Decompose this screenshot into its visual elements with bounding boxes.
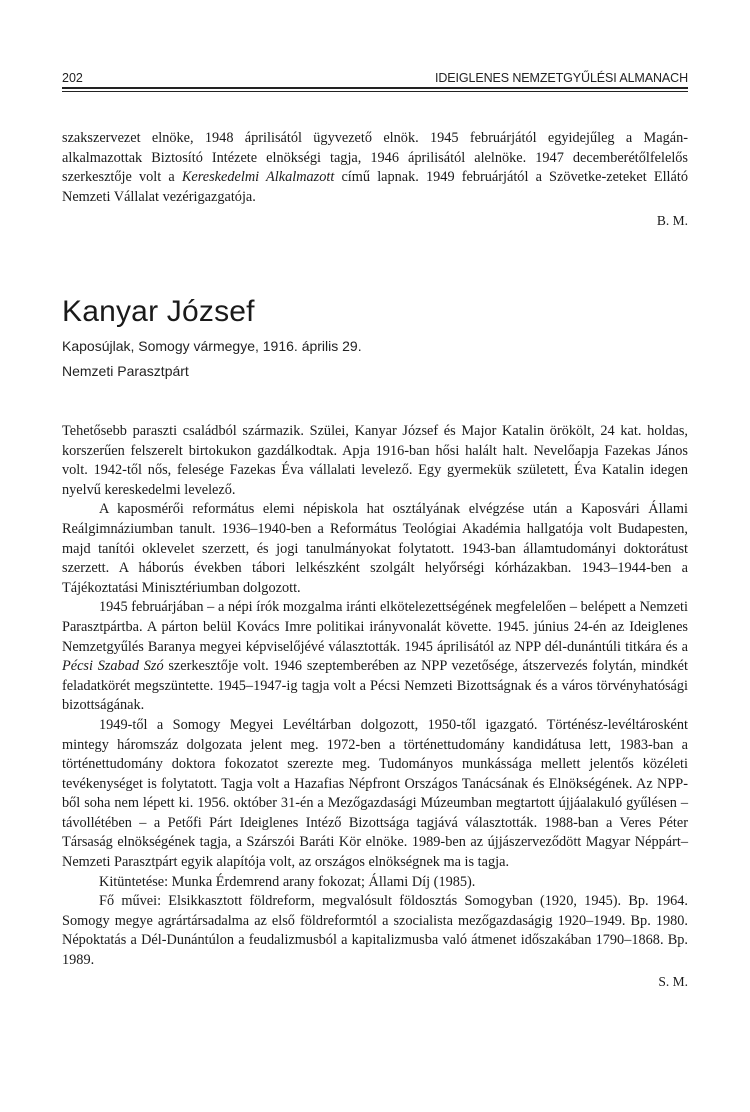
- author-signature: B. M.: [656, 213, 688, 228]
- entry-party: Nemzeti Parasztpárt: [62, 363, 189, 379]
- previous-entry-text: [62, 129, 688, 207]
- entry-birth: Kaposújlak, Somogy vármegye, 1916. április 29.: [62, 338, 362, 354]
- page-number: 202: [62, 71, 83, 85]
- header-rule-thick: [62, 87, 688, 89]
- biography-text: [62, 422, 688, 971]
- previous-entry-paragraph: szakszervezet elnöke, 1948 áprilisától ügyvezető elnök. 1945 februárjától egyidejűleg a Magán-alkalmazottak Biztosító Intézete elnökségi tagja, 1946 áprilisától alelnöke. 1947 decemberétőlfelelős szerkesztője volt a Kereskedelmi Alkalmazott című lapnak. 1949 februárjától a Szövetke-zeteket Ellátó Nemzeti Vállalat vezérigazgatója.: [62, 130, 688, 205]
- biography-paragraph: Tehetősebb paraszti családból származik. Szülei, Kanyar József és Major Katalin örökölt, 24 kat. holdas, korszerűen felszerelt birtokukon gazdálkodtak. Apja 1916-ban hősi halált halt. Nevelőapja Fazekas János volt. 1942-től nős, felesége Fazekas Éva vállalati levelező. Egy gyermekük született, Éva Katalin idegen nyelvű kereskedelmi levelező.: [62, 423, 688, 498]
- newspaper-title: Pécsi Szabad Szó: [62, 658, 164, 675]
- running-header: [62, 71, 688, 85]
- header-rule-thin: [62, 91, 688, 92]
- biography-paragraph: 1949-től a Somogy Megyei Levéltárban dolgozott, 1950-től igazgató. Történész-levéltárosként mintegy háromszáz dolgozata jelent meg. 1972-ben a történettudomány kandidátusa lett, 1983-ban a történettudomány doktora fokozatot szerezte meg. Tudományos munkássága mellett jelentős közéleti tevékenységet is folytatott. Tagja volt a Hazafias Népfront Országos Tanácsának és Elnökségének. Az NPP-ből soha nem lépett ki. 1956. október 31-én a Mezőgazdasági Múzeumban megtartott újjáalakuló gyűlésen – távollétében – a Petőfi Párt Ideiglenes Intéző Bizottsága tagjává választották. 1988-ban a Veres Péter Társaság elnökségének tagja, a Szárszói Baráti Kör elnöke. 1989-ben az újjászerveződött Magyar Néppárt–Nemzeti Parasztpárt egyik alapítója volt, az országos elnökségnek ma is tagja.: [62, 716, 688, 871]
- author-signature: S. M.: [658, 974, 688, 989]
- awards-paragraph: Kitüntetése: Munka Érdemrend arany fokozat; Állami Díj (1985).: [99, 873, 476, 890]
- running-title: IDEIGLENES NEMZETGYŰLÉSI ALMANACH: [434, 71, 688, 85]
- periodical-title: Kereskedelmi Alkalmazott: [181, 169, 335, 186]
- biography-paragraph: A kaposmérői református elemi népiskola hat osztályának elvégzése után a Kaposvári Állami Reálgimnáziumban tanult. 1936–1940-ben a Református Teológiai Akadémia hallgatója volt Budapesten, majd tanítói oklevelet szerzett, és jogi tanulmányokat folytatott. 1943-ban államtudományi doktorátust szerzett. A háborús években tábori lelkészként szolgált helyőrségi kórházakban. 1943–1944-ben a Tájékoztatási Minisztériumban dolgozott.: [62, 501, 688, 596]
- works-paragraph: Fő művei: Elsikkasztott földreform, megvalósult földosztás Somogyban (1920, 1945). Bp. 1964. Somogy megye agrártársadalma az első földreformtól a szocialista mezőgazdaságig 1920–1949. Bp. 1980. Népoktatás a Dél-Dunántúlon a feudalizmusból a kapitalizmusba való átmenet időszakában 1790–1868. Bp. 1989.: [62, 893, 688, 969]
- biography-paragraph: 1945 februárjában – a népi írók mozgalma iránti elkötelezettségének megfelelően – belépett a Nemzeti Parasztpártba. A párton belül Kovács Imre politikai irányvonalát követte. 1945. június 24-én az Ideiglenes Nemzetgyűlés Baranya megyei képviselőjévé választották. 1945 áprilisától az NPP dél-dunántúli titkára és a Pécsi Szabad Szó szerkesztője volt. 1946 szeptemberében az NPP vezetősége, átszervezés folytán, mindkét feladatkörét megszüntette. 1945–1947-ig tagja volt a Pécsi Nemzeti Bizottságnak és a város törvényhatósági bizottságának.: [62, 599, 688, 714]
- entry-name: Kanyar József: [62, 295, 255, 328]
